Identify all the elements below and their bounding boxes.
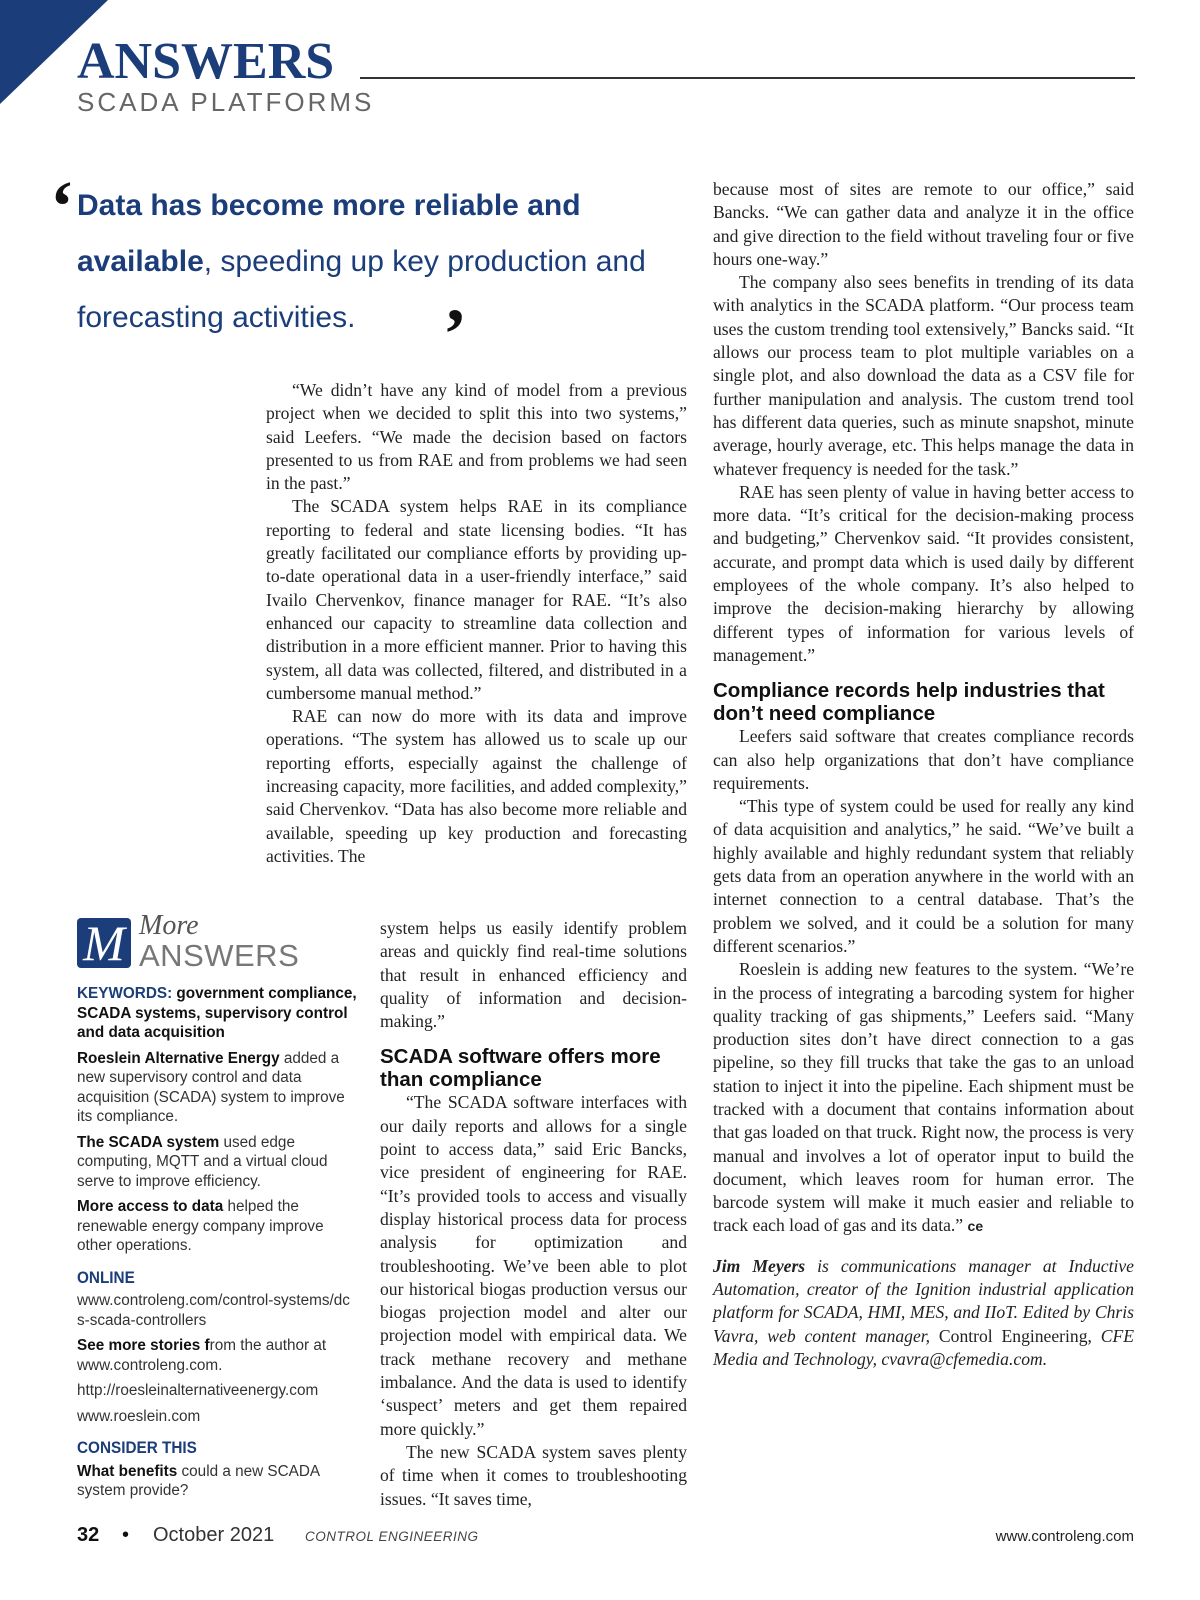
- pull-quote-bold: Data has become more reliable and available: [77, 189, 581, 278]
- bio-publication: Control Engineering,: [938, 1325, 1092, 1346]
- more-stories: [77, 1336, 357, 1375]
- pull-quote: [77, 178, 657, 346]
- footer-bullet: •: [122, 1524, 130, 1546]
- website-link[interactable]: www.controleng.com: [995, 1528, 1134, 1545]
- summary-bold: More access to data: [77, 1198, 224, 1215]
- summary-item: [77, 1049, 357, 1127]
- article-column-2: [380, 917, 687, 1511]
- paragraph-text: Roeslein is adding new features to the system. “We’re in the process of integrating a barcoding system for higher quality tracking of gas shipments,” Leefers said. “Many production sites don’t have direct connection to a gas pipeline, so they fill trucks that take the gas to an unload station to inject it into the pipeline. Each shipment must be tracked with a document that contains information about that gas loaded on that truck. Right now, the process is very manual and involves a lot of operator input to build the document, which leaves room for human error. The barcode system will make it much easier and reliable to track each load of gas and its data.”: [713, 959, 1134, 1236]
- header-rule: [360, 77, 1135, 79]
- pull-quote-rest: , speeding up key production and forecasting activities.: [77, 245, 646, 334]
- more-stories-bold: See more stories f: [77, 1337, 210, 1354]
- author-bio: [713, 1255, 1134, 1371]
- paragraph: Leefers said software that creates compliance records can also help organizations that don’t have compliance requirements.: [713, 726, 1134, 793]
- paragraph: “The SCADA software interfaces with our daily reports and allows for a single point to access data,” said Eric Bancks, vice president of engineering for RAE. “It’s provided tools to access and visually display historical process data for process analysis for optimization and troubleshooting. We’ve been able to plot our historical biogas production versus our biogas projection model and alter our projection model with empirical data. We track methane recovery and methane imbalance. And the data is used to identify ‘suspect’ meters and get them repaired more quickly.”: [380, 1092, 687, 1439]
- summary-text: used edge computing, MQTT and a virtual cloud serve to improve efficiency.: [77, 1133, 328, 1190]
- page-number: 32: [77, 1524, 100, 1546]
- close-quote-mark: ’: [443, 294, 467, 374]
- paragraph: because most of sites are remote to our office,” said Bancks. “We can gather data and analyze it in the office and give direction to the field without traveling four or five hours one-way.”: [713, 179, 1134, 269]
- consider-bold: What benefits: [77, 1462, 178, 1480]
- subhead-scada-software: SCADA software offers more than compliance: [380, 1045, 661, 1092]
- more-answers-sidebar: [77, 912, 357, 1507]
- subhead-compliance-records: Compliance records help industries that don’t need compliance: [713, 679, 1105, 726]
- summary-bold: Roeslein Alternative Energy: [77, 1049, 280, 1067]
- summary-text: added a new supervisory control and data acquisition (SCADA) system to improve its compliance.: [77, 1049, 345, 1125]
- paragraph: [713, 958, 1134, 1239]
- keywords: [77, 984, 357, 1043]
- paragraph: “We didn’t have any kind of model from a previous project when we decided to split this into two systems,” said Leefers. “We made the decision based on factors presented to us from RAE and from problems we had seen in the past.”: [266, 380, 687, 494]
- section-subtitle: SCADA PLATFORMS: [77, 87, 375, 117]
- bio-text-2: CFE Media and Technology, cvavra@cfemedia.com.: [713, 1325, 1134, 1369]
- consider-heading: CONSIDER THIS: [77, 1438, 197, 1457]
- consider-rest: could a new SCADA system provide?: [77, 1462, 320, 1499]
- article-column-1: [266, 379, 687, 868]
- page-footer: [77, 1524, 1134, 1554]
- more-answers-logo: [77, 912, 357, 974]
- summary-text: helped the renewable energy company improve other operations.: [77, 1198, 324, 1254]
- more-stories-text[interactable]: rom the author at www.controleng.com.: [77, 1337, 327, 1374]
- summary-item: [77, 1133, 357, 1192]
- keywords-label: KEYWORDS:: [77, 985, 173, 1002]
- publication-name: CONTROL ENGINEERING: [305, 1529, 479, 1544]
- m-logo-icon: M: [77, 918, 131, 968]
- bio-text: is communications manager at Inductive Automation, creator of the Ignition industrial application platform for SCADA, HMI, MES, and IIoT. Edited by Chris Vavra, web content manager,: [713, 1255, 1134, 1346]
- paragraph: RAE has seen plenty of value in having better access to more data. “It’s critical for the decision-making process and budgeting,” Chervenkov said. “It provides consistent, accurate, and prompt data which is used daily by different employees of the whole company. It’s also helped to improve the decision-making hierarchy by allowing different types of information for various levels of management.”: [713, 481, 1134, 665]
- paragraph: system helps us easily identify problem areas and quickly find real-time solutions that result in enhanced efficiency and quality of information and decision-making.”: [380, 918, 687, 1032]
- paragraph: The SCADA system helps RAE in its compliance reporting to federal and state licensing bodies. “It has greatly facilitated our compliance efforts by providing up-to-date operational data in a user-friendly interface,” said Ivailo Chervenkov, finance manager for RAE. “It’s also enhanced our capacity to streamline data collection and distribution in a more efficient manner. Prior to having this system, all data was collected, filtered, and distributed in a cumbersome manual method.”: [266, 496, 687, 703]
- keywords-text: government compliance, SCADA systems, supervisory control and data acquisition: [77, 985, 357, 1041]
- end-mark: ce: [967, 1218, 984, 1235]
- section-title: ANSWERS: [77, 33, 335, 90]
- summary-item: [77, 1197, 357, 1256]
- open-quote-mark: ‘: [50, 166, 74, 246]
- online-heading: ONLINE: [77, 1267, 135, 1287]
- paragraph: The company also sees benefits in trending of its data with analytics in the SCADA platform. “Our process team uses the custom trending tool extensively,” Bancks said. “It allows our process team to plot multiple variables on a single plot, and also download the data as a CSV file for further manipulation and analysis. The custom trend tool has different data queries, such as minute snapshot, minute average, hourly average, etc. This helps manage the data in whatever frequency is needed for the task.”: [713, 272, 1134, 479]
- logo-answers-text: ANSWERS: [139, 938, 300, 973]
- issue-date: October 2021: [153, 1524, 275, 1546]
- paragraph: The new SCADA system saves plenty of time when it comes to troubleshooting issues. “It saves time,: [380, 1441, 687, 1509]
- logo-more-text: More: [139, 910, 199, 941]
- paragraph: RAE can now do more with its data and improve operations. “The system has allowed us to scale up our reporting efforts, especially against the challenge of increasing capacity, more facilities, and added complexity,” said Chervenkov. “Data has also become more reliable and available, speeding up key production and forecasting activities. The: [266, 706, 687, 866]
- author-name: Jim Meyers: [713, 1255, 806, 1276]
- summary-bold: The SCADA system: [77, 1133, 220, 1151]
- online-link-controleng[interactable]: www.controleng.com/control-systems/dcs-scada-controllers: [77, 1292, 350, 1329]
- online-link-roeslein-ae[interactable]: http://roesleinalternativeenergy.com: [77, 1382, 319, 1399]
- article-column-3: [713, 178, 1134, 1371]
- paragraph: “This type of system could be used for really any kind of data acquisition and analytics,” he said. “We’ve built a highly available and highly redundant system that reliably gets data from an operation anywhere in the world with an internet connection to a central database. That’s the problem we solved, and it could be a solution for many different scenarios.”: [713, 796, 1134, 956]
- online-link-roeslein[interactable]: www.roeslein.com: [77, 1407, 201, 1425]
- consider-text: [77, 1462, 357, 1501]
